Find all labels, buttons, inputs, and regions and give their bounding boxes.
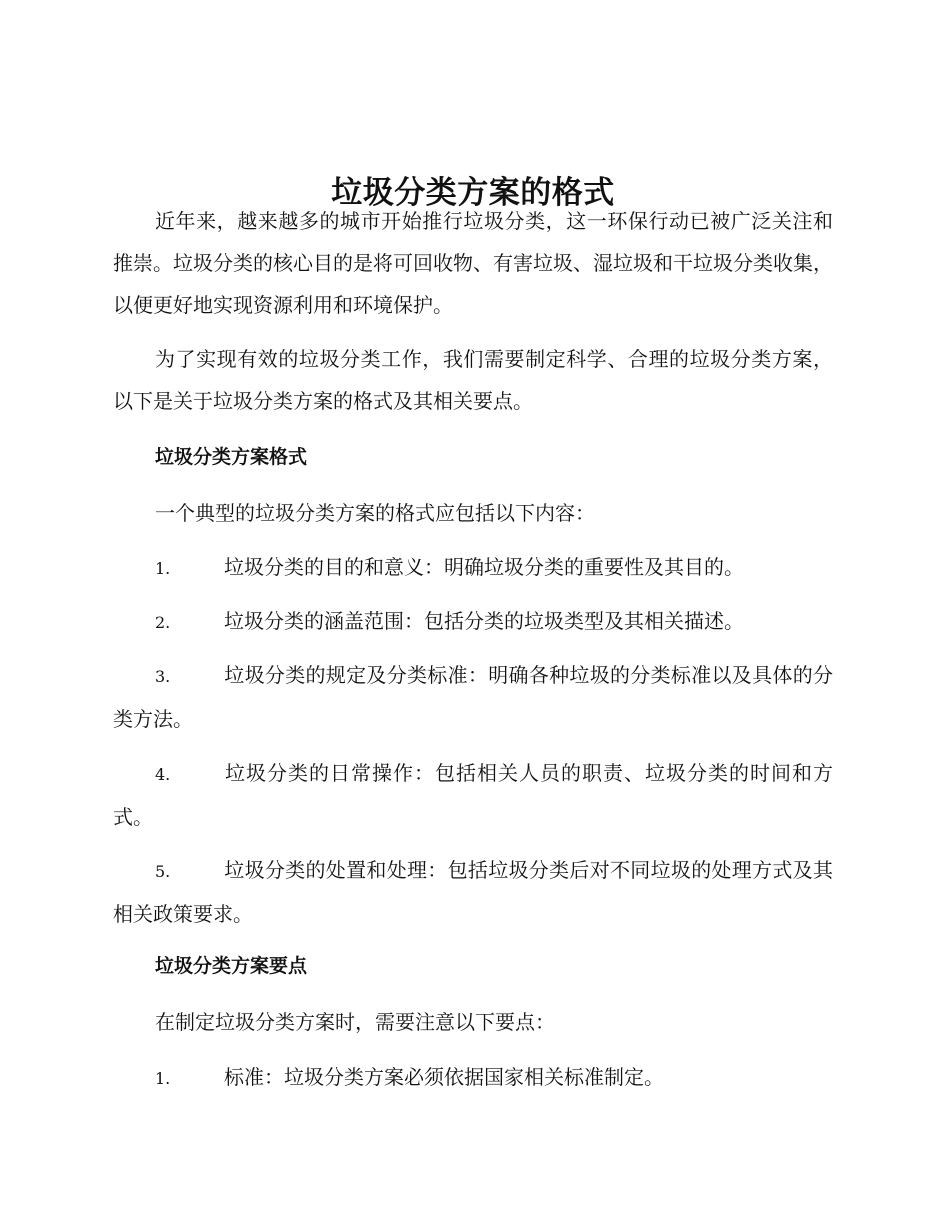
list-item — [113, 1056, 833, 1100]
list-item — [113, 546, 833, 590]
list-item — [113, 654, 833, 740]
list-text: 垃圾分类的日常操作：包括相关人员的职责、垃圾分类的时间和方式。 — [113, 761, 833, 829]
list-number: 1. — [155, 559, 171, 578]
intro-paragraph-2: 为了实现有效的垃圾分类工作，我们需要制定科学、合理的垃圾分类方案，以下是关于垃圾分类方案的格式及其相关要点。 — [113, 347, 833, 413]
list-text: 垃圾分类的目的和意义：明确垃圾分类的重要性及其目的。 — [224, 555, 744, 579]
list-text: 垃圾分类的处置和处理：包括垃圾分类后对不同垃圾的处理方式及其相关政策要求。 — [113, 858, 833, 926]
list-number: 1. — [155, 1069, 171, 1088]
list-item — [113, 752, 833, 838]
section-format-lead: 一个典型的垃圾分类方案的格式应包括以下内容： — [155, 501, 595, 525]
section-heading-format: 垃圾分类方案格式 — [155, 446, 308, 468]
list-number: 5. — [155, 862, 171, 881]
section-heading-points: 垃圾分类方案要点 — [155, 955, 308, 977]
list-number: 4. — [155, 765, 171, 784]
list-text: 垃圾分类的涵盖范围：包括分类的垃圾类型及其相关描述。 — [224, 609, 744, 633]
list-item — [113, 600, 833, 644]
document-title: 垃圾分类方案的格式 — [331, 174, 615, 211]
list-item — [113, 849, 833, 935]
list-number: 2. — [155, 613, 171, 632]
intro-paragraph-1: 近年来，越来越多的城市开始推行垃圾分类，这一环保行动已被广泛关注和推崇。垃圾分类的核心目的是将可回收物、有害垃圾、湿垃圾和干垃圾分类收集，以便更好地实现资源利用和环境保护。 — [113, 209, 833, 317]
list-text: 垃圾分类的规定及分类标准：明确各种垃圾的分类标准以及具体的分类方法。 — [113, 663, 833, 731]
section-points-lead: 在制定垃圾分类方案时，需要注意以下要点： — [155, 1010, 555, 1034]
list-number: 3. — [155, 667, 171, 686]
list-text: 标准：垃圾分类方案必须依据国家相关标准制定。 — [224, 1065, 664, 1089]
